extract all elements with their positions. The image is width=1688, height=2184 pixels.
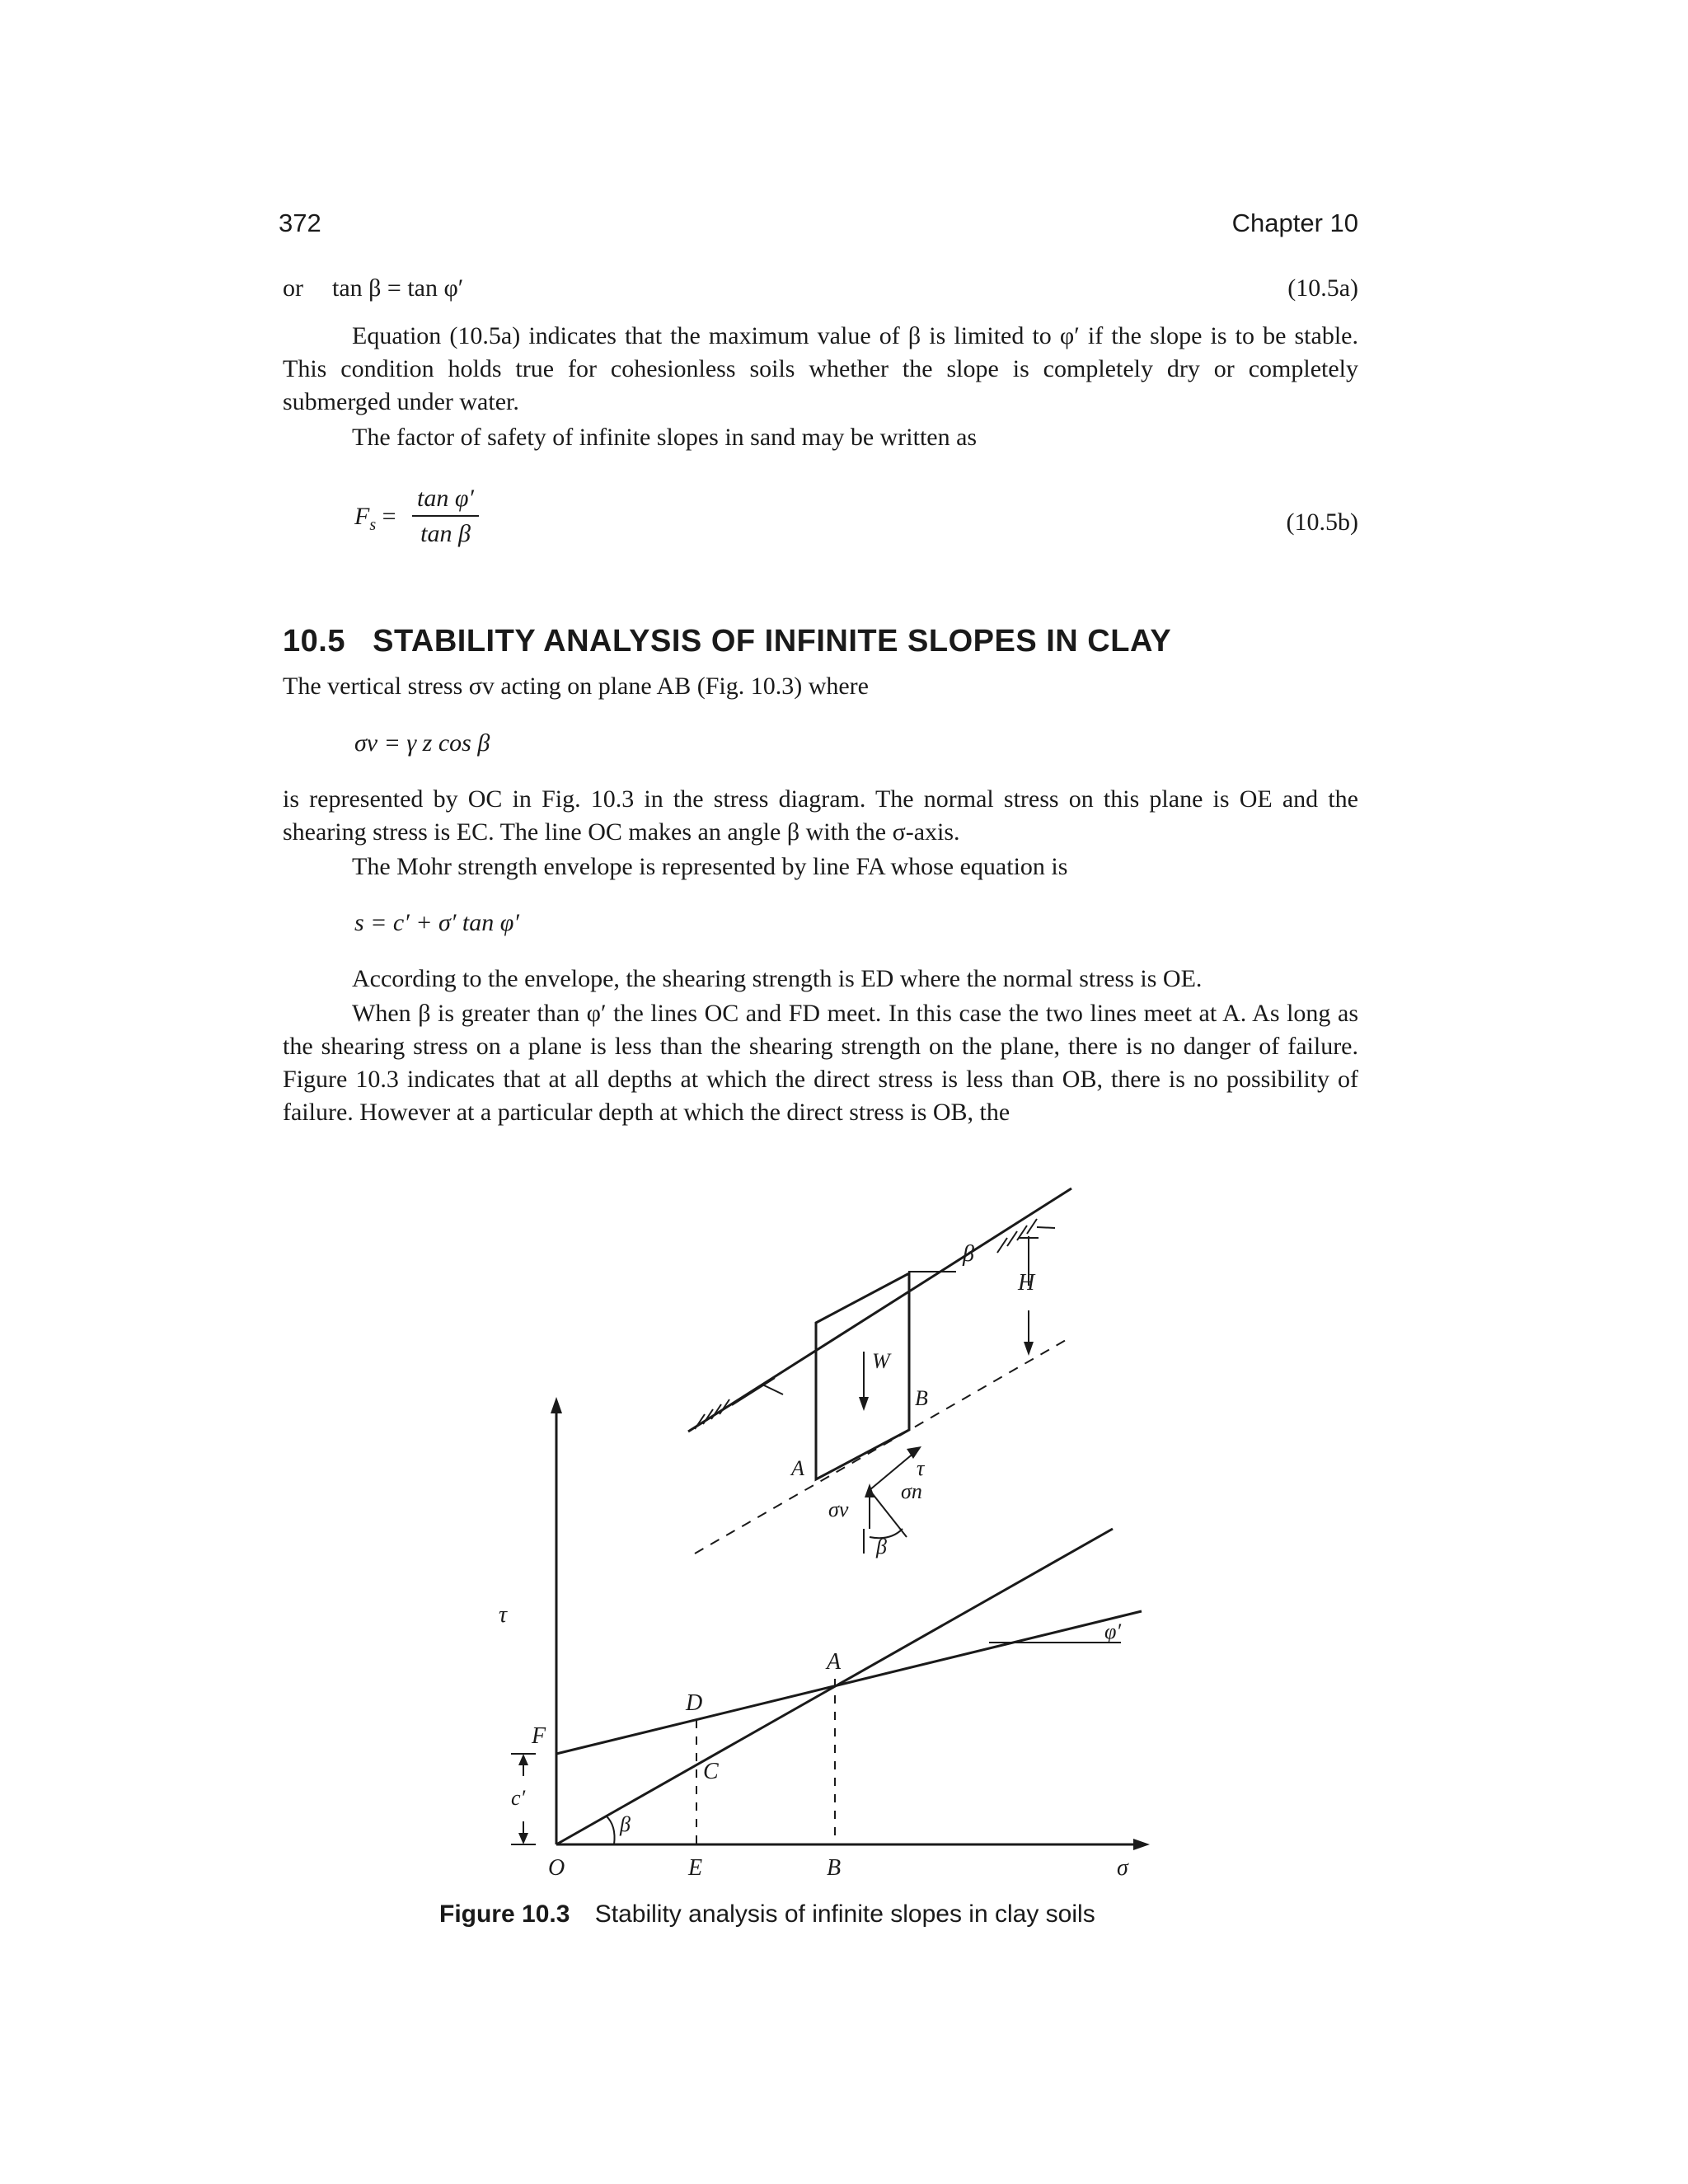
paragraph-4: is represented by OC in Fig. 10.3 in the stress diagram. The normal stress on this plane is OE and the shearing stress is EC. The line OC makes an angle β with the σ-axis. [283, 785, 1358, 846]
label-sigma-axis: σ [1117, 1855, 1128, 1881]
paragraph-3: The vertical stress σv acting on plane AB (Fig. 10.3) where [283, 673, 869, 700]
label-D: D [686, 1690, 703, 1716]
chapter-heading: Chapter 10 [1231, 209, 1358, 237]
label-c-prime: c′ [511, 1786, 526, 1810]
label-sigma-n: σn [901, 1479, 922, 1503]
paragraph-1: Equation (10.5a) indicates that the maximum value of β is limited to φ′ if the slope is to be stable. This condition holds true for cohesionless soils whether the slope is completely dry or completely submerged under water. [283, 322, 1358, 415]
tau-axis-arrowhead [551, 1397, 562, 1413]
sigma-axis-arrowhead [1133, 1839, 1150, 1850]
paragraph-2: The factor of safety of infinite slopes in sand may be written as [352, 424, 978, 451]
label-phi: φ′ [1104, 1619, 1122, 1643]
label-H: H [1018, 1270, 1035, 1296]
strength-envelope-line [556, 1611, 1142, 1754]
label-A: A [827, 1649, 842, 1675]
figure-caption [439, 1900, 1095, 1929]
page-number: 372 [279, 209, 321, 237]
label-C: C [703, 1759, 719, 1784]
eq-mohr-envelope: s = c′ + σ′ tan φ′ [354, 909, 519, 936]
figure-caption-text: Stability analysis of infinite slopes in clay soils [594, 1900, 1095, 1928]
slope-hatch-lower [695, 1378, 783, 1429]
eq-10-5a-number: (10.5a) [1287, 274, 1358, 302]
label-F: F [532, 1723, 546, 1749]
eq-10-5b-sub: s [369, 516, 377, 534]
paragraph-7: When β is greater than φ′ the lines OC and FD meet. In this case the two lines meet at A. As long as the shearing stress on a plane is less than the shearing strength on the plane, there is no danger of failure. Figure 10.3 indicates that at all depths at which the direct stress is less than OB, there is no possibility of failure. However at a particular depth at which the direct stress is OB, the [283, 1000, 1358, 1126]
section-title: STABILITY ANALYSIS OF INFINITE SLOPES IN CLAY [373, 624, 1172, 658]
label-sigma-v: σv [828, 1497, 849, 1521]
label-tau-top: τ [917, 1456, 925, 1480]
eq-10-5a: tan β = tan φ′ [332, 274, 464, 302]
beta-arc-bottom [606, 1816, 615, 1844]
eq-10-5a-prefix: or [283, 274, 303, 302]
eq-10-5b-numerator: tan φ′ [412, 485, 479, 517]
slope-hatch-upper [997, 1219, 1055, 1253]
eq-10-5b-number: (10.5b) [1286, 509, 1358, 536]
paragraph-5: The Mohr strength envelope is represented by line FA whose equation is [352, 853, 1068, 880]
label-beta-top: β [963, 1241, 974, 1267]
label-W: W [872, 1349, 890, 1373]
eq-10-5b-equals: = [382, 503, 396, 530]
slope-surface [688, 1188, 1071, 1432]
label-A-top: A [791, 1456, 804, 1480]
paragraph-6: According to the envelope, the shearing strength is ED where the normal stress is OE. [352, 965, 1203, 992]
section-number: 10.5 [283, 624, 345, 658]
eq-sigma-v: σv = γ z cos β [354, 729, 490, 757]
figure-caption-label: Figure 10.3 [439, 1900, 570, 1928]
label-O: O [548, 1855, 565, 1881]
eq-10-5b-F: F [354, 503, 370, 530]
label-beta-mid: β [876, 1535, 887, 1558]
eq-10-5b-denominator: tan β [420, 520, 471, 547]
label-B: B [827, 1855, 842, 1881]
slice-element [816, 1273, 909, 1479]
label-tau-axis: τ [499, 1602, 508, 1628]
label-B-top: B [915, 1386, 928, 1410]
label-beta-bottom: β [620, 1812, 631, 1836]
label-E: E [688, 1855, 703, 1881]
